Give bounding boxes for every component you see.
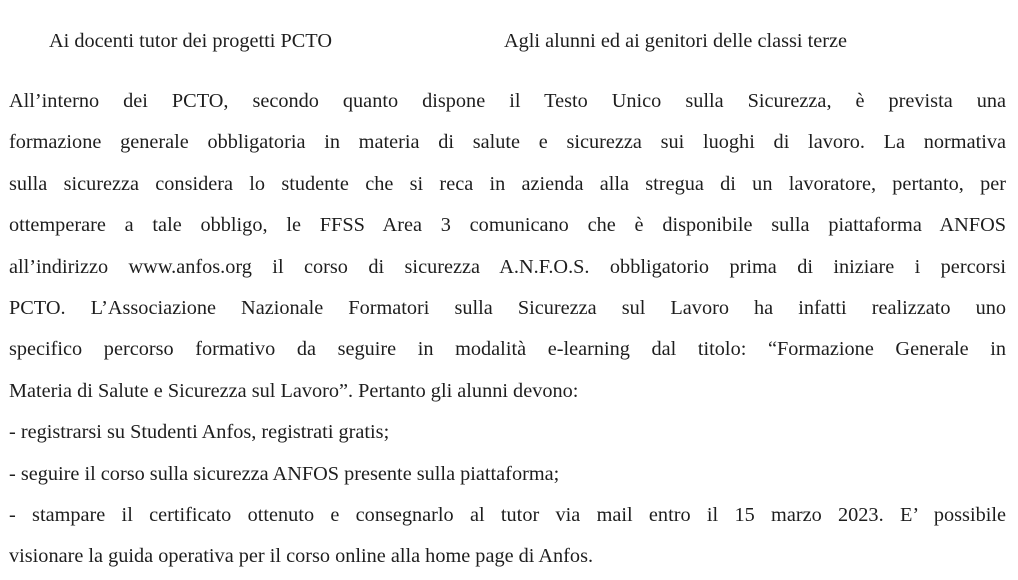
body-line: all’indirizzo www.anfos.org il corso di sicurezza A.N.F.O.S. obbligatorio prima di iniziare i percorsi <box>9 255 1006 278</box>
body-line: sulla sicurezza considera lo studente che si reca in azienda alla stregua di un lavoratore, pertanto, per <box>9 172 1006 195</box>
body-paragraph <box>9 81 1006 578</box>
recipient-tutors: Ai docenti tutor dei progetti PCTO <box>49 30 332 52</box>
body-line: PCTO. L’Associazione Nazionale Formatori sulla Sicurezza sul Lavoro ha infatti realizzato uno <box>9 296 1006 319</box>
list-item: - seguire il corso sulla sicurezza ANFOS presente sulla piattaforma; <box>9 462 560 485</box>
list-item: - registrarsi su Studenti Anfos, registrati gratis; <box>9 421 390 444</box>
body-line: ottemperare a tale obbligo, le FFSS Area 3 comunicano che è disponibile sulla piattaforma ANFOS <box>9 214 1006 237</box>
recipient-students-parents: Agli alunni ed ai genitori delle classi terze <box>504 30 847 52</box>
body-line: specifico percorso formativo da seguire in modalità e-learning dal titolo: “Formazione Generale in <box>9 338 1006 361</box>
list-item: - stampare il certificato ottenuto e consegnarlo al tutor via mail entro il 15 marzo 2023. E’ possibile <box>9 503 1006 526</box>
body-line: formazione generale obbligatoria in materia di salute e sicurezza sui luoghi di lavoro. La normativa <box>9 131 1006 154</box>
body-line: Materia di Salute e Sicurezza sul Lavoro”. Pertanto gli alunni devono: <box>9 379 579 402</box>
recipients-header <box>0 30 1018 60</box>
body-line: visionare la guida operativa per il corso online alla home page di Anfos. <box>9 545 594 568</box>
body-line: All’interno dei PCTO, secondo quanto dispone il Testo Unico sulla Sicurezza, è prevista una <box>9 90 1006 112</box>
